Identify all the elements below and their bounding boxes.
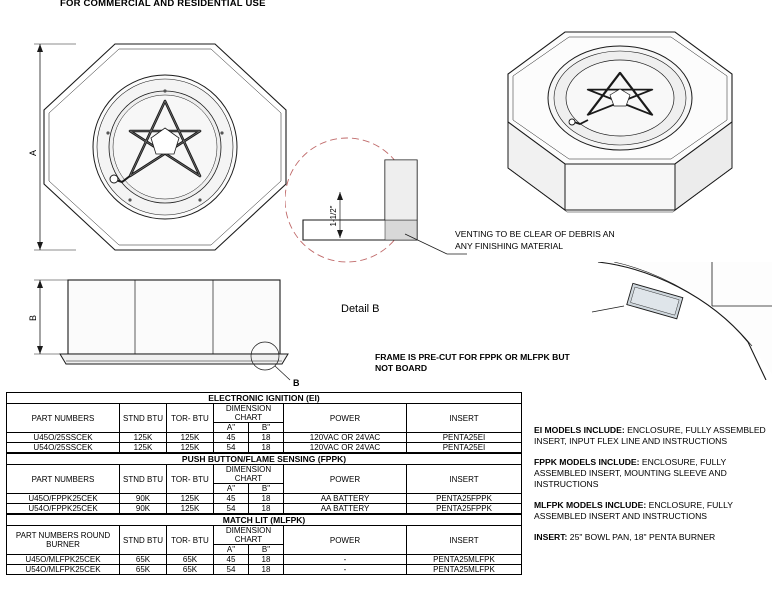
note-ei xyxy=(534,425,769,447)
col-dimension-chart: DIMENSION CHART xyxy=(214,465,284,484)
cell-power: AA BATTERY xyxy=(284,494,407,504)
col-insert: INSERT xyxy=(407,404,522,433)
cell-power: - xyxy=(284,555,407,565)
cell-part: U45O/MLFPK25CEK xyxy=(7,555,120,565)
col-power: POWER xyxy=(284,526,407,555)
note-title: MLFPK MODELS INCLUDE: xyxy=(534,500,647,510)
cell-a: 54 xyxy=(214,504,249,514)
col-stnd-btu: STND BTU xyxy=(120,526,167,555)
cell-stnd: 90K xyxy=(120,494,167,504)
access-panel-detail-drawing xyxy=(590,262,772,380)
cell-stnd: 125K xyxy=(120,433,167,443)
note-body: 25" BOWL PAN, 18" PENTA BURNER xyxy=(567,532,716,542)
col-tor-btu: TOR- BTU xyxy=(167,465,214,494)
svg-text:B: B xyxy=(28,314,38,322)
col-insert: INSERT xyxy=(407,465,522,494)
table-row xyxy=(7,433,522,443)
cell-stnd: 65K xyxy=(120,555,167,565)
cell-a: 45 xyxy=(214,494,249,504)
cell-insert: PENTA25MLFPK xyxy=(407,555,522,565)
note-title: EI MODELS INCLUDE: xyxy=(534,425,625,435)
frame-note: FRAME IS PRE-CUT FOR FPPK OR MLFPK BUT NOT BOARD xyxy=(375,352,570,373)
cell-b: 18 xyxy=(249,504,284,514)
cell-power: 120VAC OR 24VAC xyxy=(284,443,407,453)
cell-b: 18 xyxy=(249,555,284,565)
table-row xyxy=(7,494,522,504)
table-title: PUSH BUTTON/FLAME SENSING (FPPK) xyxy=(7,454,522,465)
venting-note: VENTING TO BE CLEAR OF DEBRIS AN ANY FINISHING MATERIAL xyxy=(455,229,615,251)
table-row xyxy=(7,443,522,453)
note-title: INSERT: xyxy=(534,532,568,542)
note-body: ENCLOSURE, FULLY ASSEMBLED INSERT, INPUT FLEX LINE AND INSTRUCTIONS xyxy=(534,425,766,446)
svg-text:1-1/2": 1-1/2" xyxy=(329,205,338,227)
table-match-lit xyxy=(6,514,522,575)
col-power: POWER xyxy=(284,404,407,433)
col-dim-b: B" xyxy=(249,484,284,494)
cell-power: 120VAC OR 24VAC xyxy=(284,433,407,443)
col-dim-b: B" xyxy=(249,545,284,555)
note-title: FPPK MODELS INCLUDE: xyxy=(534,457,640,467)
note-body: ENCLOSURE, FULLY ASSEMBLED INSERT, MOUNTING SLEEVE AND INSTRUCTIONS xyxy=(534,457,727,489)
page-title: FOR COMMERCIAL AND RESIDENTIAL USE xyxy=(60,0,266,9)
col-dimension-chart: DIMENSION CHART xyxy=(214,404,284,423)
table-title: ELECTRONIC IGNITION (EI) xyxy=(7,393,522,404)
cell-power: AA BATTERY xyxy=(284,504,407,514)
svg-text:B: B xyxy=(293,378,300,388)
cell-b: 18 xyxy=(249,565,284,575)
cell-a: 54 xyxy=(214,565,249,575)
cell-part: U54O/MLFPK25CEK xyxy=(7,565,120,575)
cell-a: 54 xyxy=(214,443,249,453)
table-electronic-ignition xyxy=(6,392,522,453)
col-dim-a: A" xyxy=(214,423,249,433)
col-part-numbers: PART NUMBERS ROUND BURNER xyxy=(7,526,120,555)
col-dim-b: B" xyxy=(249,423,284,433)
col-dimension-chart: DIMENSION CHART xyxy=(214,526,284,545)
col-part-numbers: PART NUMBERS xyxy=(7,465,120,494)
cell-tor: 125K xyxy=(167,443,214,453)
table-row xyxy=(7,555,522,565)
model-inclusion-notes xyxy=(534,425,769,543)
cell-stnd: 90K xyxy=(120,504,167,514)
table-row xyxy=(7,504,522,514)
note-body: ENCLOSURE, FULLY ASSEMBLED INSERT AND INSTRUCTIONS xyxy=(534,500,733,521)
cell-tor: 125K xyxy=(167,433,214,443)
note-fppk xyxy=(534,457,769,490)
col-stnd-btu: STND BTU xyxy=(120,404,167,433)
cell-part: U54O/25SSCEK xyxy=(7,443,120,453)
cell-stnd: 65K xyxy=(120,565,167,575)
cell-insert: PENTA25FPPK xyxy=(407,494,522,504)
specification-tables xyxy=(6,392,522,575)
plan-view-drawing xyxy=(10,18,320,258)
cell-a: 45 xyxy=(214,433,249,443)
cell-b: 18 xyxy=(249,433,284,443)
elevation-view-drawing xyxy=(10,258,320,393)
cell-stnd: 125K xyxy=(120,443,167,453)
col-stnd-btu: STND BTU xyxy=(120,465,167,494)
cell-insert: PENTA25EI xyxy=(407,433,522,443)
cell-tor: 125K xyxy=(167,494,214,504)
cell-power: - xyxy=(284,565,407,575)
note-mlfpk xyxy=(534,500,769,522)
col-power: POWER xyxy=(284,465,407,494)
table-title: MATCH LIT (MLFPK) xyxy=(7,515,522,526)
svg-text:A: A xyxy=(28,149,38,157)
cell-b: 18 xyxy=(249,443,284,453)
detail-b-drawing xyxy=(285,130,485,320)
isometric-view-drawing xyxy=(470,18,765,238)
col-dim-a: A" xyxy=(214,484,249,494)
cell-a: 45 xyxy=(214,555,249,565)
cell-part: U45O/25SSCEK xyxy=(7,433,120,443)
cell-tor: 125K xyxy=(167,504,214,514)
cell-insert: PENTA25FPPK xyxy=(407,504,522,514)
note-insert xyxy=(534,532,769,543)
cell-part: U54O/FPPK25CEK xyxy=(7,504,120,514)
cell-tor: 65K xyxy=(167,565,214,575)
cell-tor: 65K xyxy=(167,555,214,565)
col-tor-btu: TOR- BTU xyxy=(167,404,214,433)
col-dim-a: A" xyxy=(214,545,249,555)
col-insert: INSERT xyxy=(407,526,522,555)
table-row xyxy=(7,565,522,575)
detail-b-label: Detail B xyxy=(341,303,380,315)
col-tor-btu: TOR- BTU xyxy=(167,526,214,555)
cell-part: U45O/FPPK25CEK xyxy=(7,494,120,504)
cell-b: 18 xyxy=(249,494,284,504)
cell-insert: PENTA25MLFPK xyxy=(407,565,522,575)
table-push-button-flame-sensing xyxy=(6,453,522,514)
cell-insert: PENTA25EI xyxy=(407,443,522,453)
col-part-numbers: PART NUMBERS xyxy=(7,404,120,433)
